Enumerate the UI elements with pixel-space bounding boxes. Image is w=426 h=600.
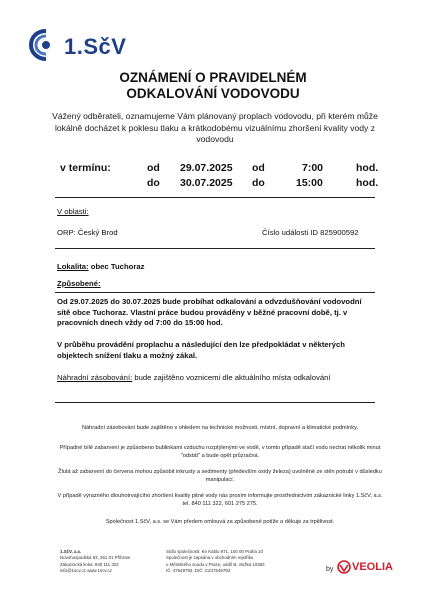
- area-orp: ORP: Český Brod: [57, 228, 118, 237]
- term-to-unit: hod.: [356, 177, 379, 189]
- intro-paragraph: Vážený odběrateli, oznamujeme Vám plánovaný proplach vodovodu, při kterém může lokálně docházet k poklesu tlaku a krátkodobému vizuálnímu zhoršení kvality vody z vodovodu: [52, 111, 378, 144]
- footer-register: Společnost je zapsána v obchodním rejstříku: [166, 555, 254, 561]
- term-from-time-word: od: [252, 162, 265, 174]
- term-to-word: do: [147, 177, 160, 189]
- company-logo-icon: [28, 28, 64, 62]
- footer-contacts[interactable]: info@1scv.cz www.1scv.cz: [60, 568, 112, 574]
- term-from-unit: hod.: [356, 162, 379, 174]
- footer-company-block: [60, 549, 130, 575]
- note-4: V případě výrazného dlouhotrvajícího zhoršení kvality pitné vody nás prosím informujte prostřednictvím zákaznické linky 1.SčV, a.s. tel. 840 111 322, 601 275 275.: [57, 493, 383, 507]
- note-1: Náhradní zásobování bude zajištěno s ohledem na technické možnosti, místní, dopravní a klimatické podmínky.: [82, 425, 358, 431]
- footer-hotline: Zákaznická linka: 840 111 322: [60, 561, 119, 567]
- footer-seat: Sídlo společnosti: Ke Kablu 971, 100 00 Praha 10: [166, 549, 263, 554]
- divider-3: [55, 292, 375, 293]
- footer-address: Novohospodská 93, 261 01 Příbram: [60, 555, 131, 561]
- divider-1: [55, 197, 375, 198]
- method-paragraph: Od 29.07.2025 do 30.07.2025 bude probíhat odkalování a odvzdušňování vodovodní sítě obce Tuchoraz. Vlastní práce budou prováděny v běžné pracovní době, tj. v pracovních dnech vždy od 7:00 do 15:00 hod.: [57, 297, 362, 327]
- term-from-word: od: [147, 162, 160, 174]
- replacement-value: bude zajištěno voznicemi dle aktuálního místa odkalování: [134, 373, 331, 382]
- divider-4: [55, 402, 375, 403]
- term-from-time: 7:00: [302, 162, 324, 174]
- term-to-time: 15:00: [296, 177, 323, 189]
- company-logo-text: 1.SčV: [64, 34, 127, 59]
- term-to-date: 30.07.2025: [180, 177, 233, 189]
- warning-paragraph: V průběhu provádění proplachu a následující den lze předpokládat v některých objektech snížení tlaku a možný zákal.: [57, 340, 345, 360]
- note-2: Případné bílé zabarvení je způsobeno bublinkami vzduchu rozptýlenými ve vodě, v tomto případě stačí vodu nechat několik minut "odstát" a bude opět průzračná.: [59, 445, 381, 459]
- footer-company-name: 1.SčV, a.s.: [60, 549, 82, 554]
- page-title-line1: OZNÁMENÍ O PRAVIDELNÉM: [119, 70, 307, 85]
- footer-by: by: [326, 566, 334, 573]
- method-label: Způsobené:: [57, 279, 101, 288]
- divider-2: [55, 248, 375, 249]
- note-5: Společnost 1.SčV, a.s. se Vám předem omlouvá za způsobené potíže a děkuje za trpělivost.: [105, 519, 335, 525]
- replacement-label: Náhradní zásobování:: [57, 373, 133, 382]
- term-to-time-word: do: [252, 177, 265, 189]
- term-from-date: 29.07.2025: [180, 162, 233, 174]
- veolia-logo-text: VEOLIA: [352, 561, 393, 573]
- locality-value: obec Tuchoraz: [90, 262, 145, 271]
- note-3: Žlutá až zabarvení do červena mohou způsobit inkrusty a sedimenty (především oxidy železa) uvolněné ze stěn potrubí v důsledku manipulací.: [58, 469, 382, 483]
- page-title-line2: ODKALOVÁNÍ VODOVODU: [126, 86, 300, 101]
- veolia-logo-icon: [337, 560, 351, 574]
- locality-label: Lokalita:: [57, 262, 89, 271]
- footer-court: u Městského soudu v Praze, oddíl B, vložka 10383: [166, 561, 265, 567]
- event-id: Číslo události ID 825900592: [262, 228, 359, 237]
- footer-ids: IČ: 47549793, DIČ: CZ47549793: [166, 568, 231, 574]
- area-label: V oblasti:: [57, 207, 89, 216]
- term-label: v termínu:: [60, 162, 111, 174]
- footer-legal-block: [166, 549, 265, 575]
